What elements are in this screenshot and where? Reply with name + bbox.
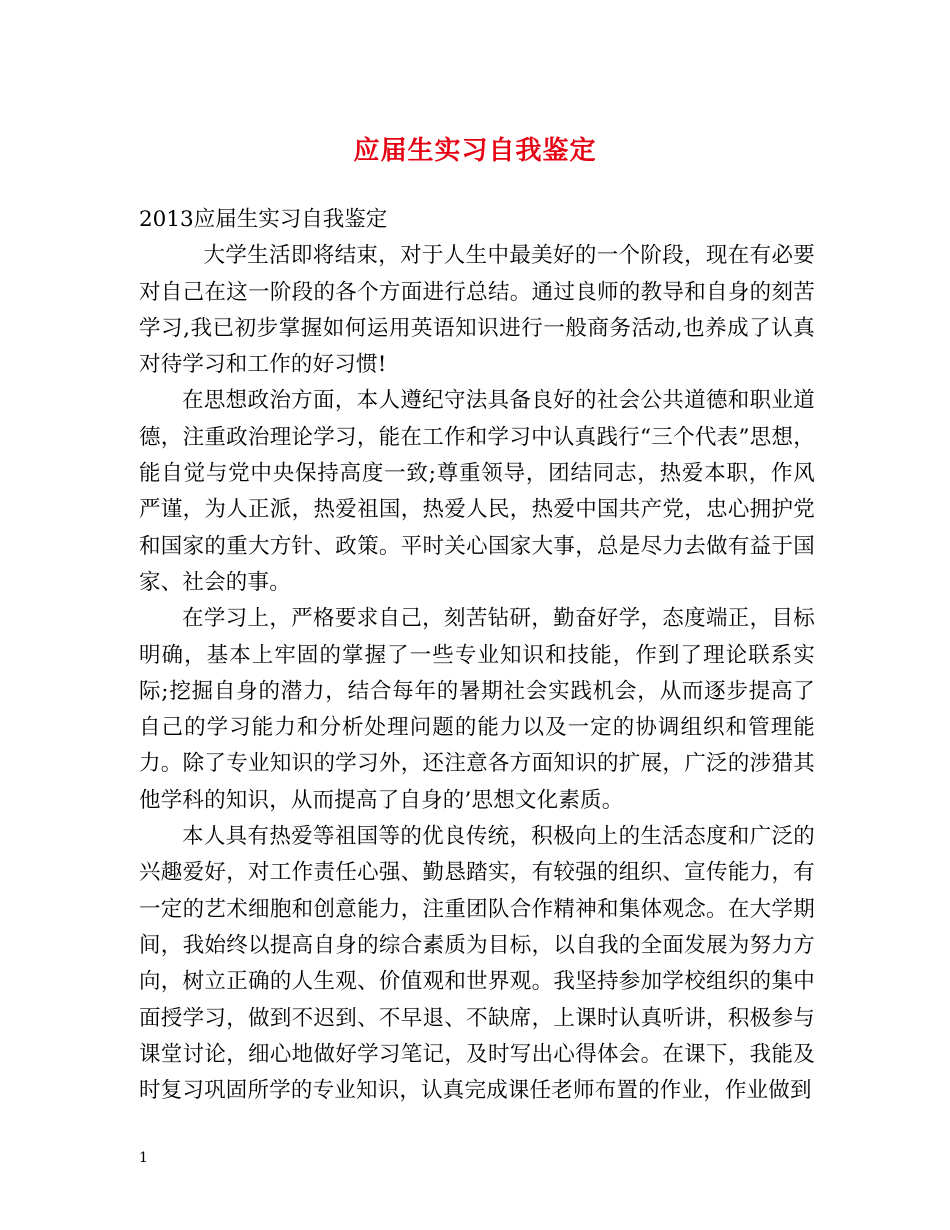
paragraph-personal: 本人具有热爱等祖国等的优良传统，积极向上的生活态度和广泛的兴趣爱好，对工作责任心强、勤恳踏实，有较强的组织、宣传能力，有一定的艺术细胞和创意能力，注重团队合作精神和集体观念。在大学期间，我始终以提高自身的综合素质为目标，以自我的全面发展为努力方向，树立正确的人生观、价值观和世界观。我坚持参加学校组织的集中面授学习，做到不迟到、不早退、不缺席，上课时认真听讲，积极参与课堂讨论，细心地做好学习笔记，及时写出心得体会。在课下，我能及时复习巩固所学的专业知识，认真完成课任老师布置的作业，作业做到 [139, 824, 815, 1104]
paragraph-study: 在学习上，严格要求自己，刻苦钻研，勤奋好学，态度端正，目标明确，基本上牢固的掌握了一些专业知识和技能，作到了理论联系实际;挖掘自身的潜力，结合每年的暑期社会实践机会，从而逐步提高了自己的学习能力和分析处理问题的能力以及一定的协调组织和管理能力。除了专业知识的学习外，还注意各方面知识的扩展，广泛的涉猎其他学科的知识，从而提高了自身的’思想文化素质。 [139, 606, 815, 813]
document-title: 应届生实习自我鉴定 [353, 136, 597, 166]
document-body [139, 202, 815, 1109]
page-number: 1 [139, 1150, 148, 1166]
paragraph-politics: 在思想政治方面，本人遵纪守法具备良好的社会公共道德和职业道德，注重政治理论学习，能在工作和学习中认真践行“三个代表”思想，能自觉与党中央保持高度一致;尊重领导，团结同志，热爱本职，作风严谨，为人正派，热爱祖国，热爱人民，热爱中国共产党，忠心拥护党和国家的重大方针、政策。平时关心国家大事，总是尽力去做有益于国家、社会的事。 [139, 388, 815, 595]
paragraph-intro: 大学生活即将结束，对于人生中最美好的一个阶段，现在有必要对自己在这一阶段的各个方面进行总结。通过良师的教导和自身的刻苦学习,我已初步掌握如何运用英语知识进行一般商务活动,也养成了认真对待学习和工作的好习惯! [139, 243, 815, 378]
document-subtitle: 2013应届生实习自我鉴定 [139, 207, 388, 232]
